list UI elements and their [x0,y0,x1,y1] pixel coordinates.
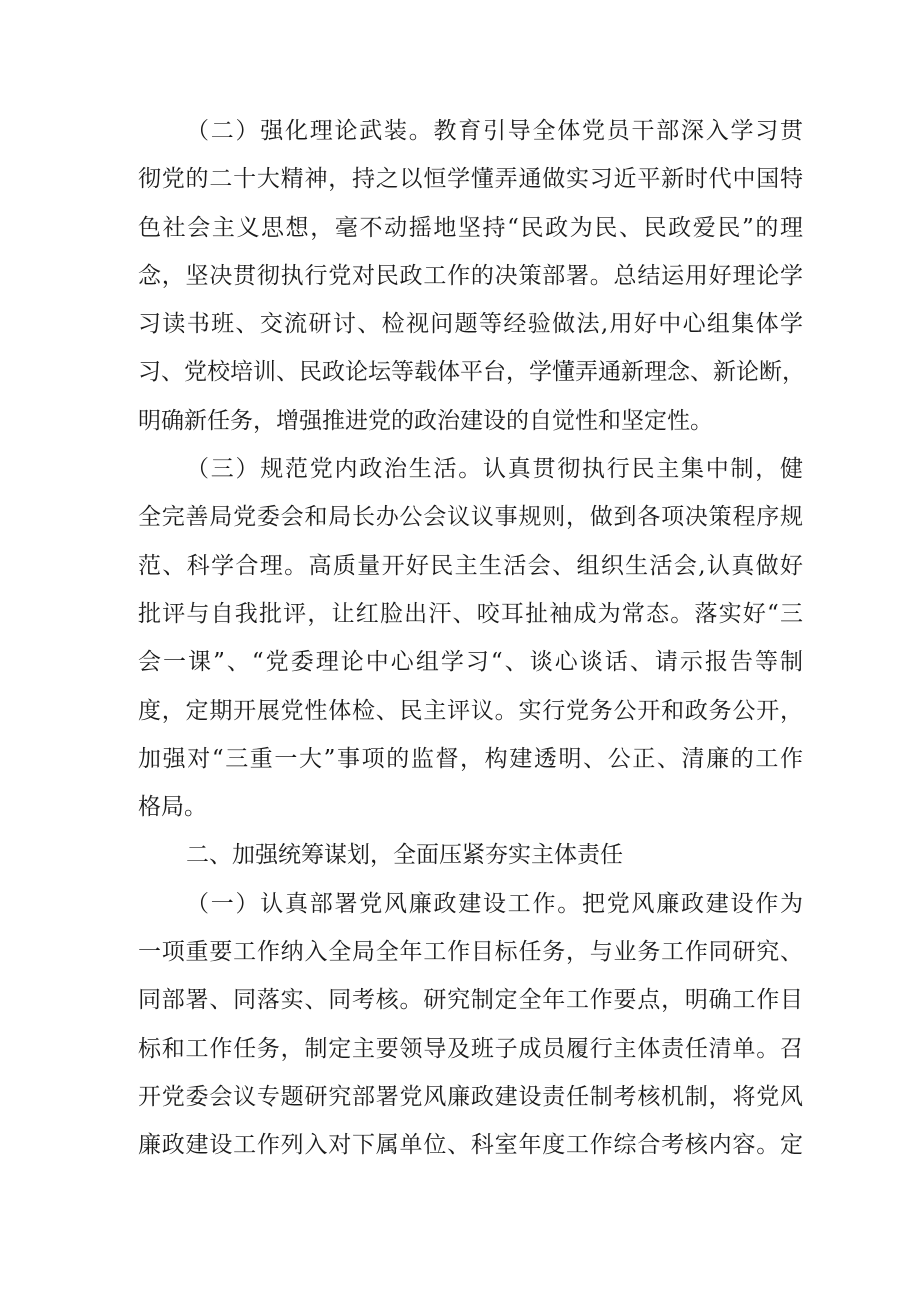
text-line: 全完善局党委会和局长办公会议议事规则，做到各项决策程序规 [138,504,803,531]
text-line: 习、党校培训、民政论坛等载体平台，学懂弄通新理念、新论断， [138,359,805,386]
text-line: 同部署、同落实、同考核。研究制定全年工作要点，明确工作目 [138,987,803,1014]
paragraph-strengthen-theory [138,107,803,445]
document-body [138,107,803,1170]
text-line: 念，坚决贯彻执行党对民政工作的决策部署。总结运用好理论学 [138,262,803,289]
text-line: 批评与自我批评，让红脸出汗、咬耳扯袖成为常态。落实好“三 [138,600,803,627]
text-line: 范、科学合理。高质量开好民主生活会、组织生活会,认真做好 [138,552,803,579]
text-line: （二）强化理论武装。教育引导全体党员干部深入学习贯 [186,118,803,144]
text-line: 格局。 [138,794,207,821]
text-line: （三）规范党内政治生活。认真贯彻执行民主集中制，健 [186,456,803,483]
text-line: 会一课”、“党委理论中心组学习“、谈心谈话、请示报告等制 [138,649,803,676]
text-line: 标和工作任务，制定主要领导及班子成员履行主体责任清单。召 [138,1035,803,1062]
text-line: 加强对“三重一大”事项的监督，构建透明、公正、清廉的工作 [138,745,803,772]
text-line: 廉政建设工作列入对下属单位、科室年度工作综合考核内容。定 [138,1132,803,1159]
text-line: 明确新任务，增强推进党的政治建设的自觉性和坚定性。 [138,407,713,434]
text-line: 一项重要工作纳入全局全年工作目标任务，与业务工作同研究、 [138,939,803,966]
section-heading: 二、加强统筹谋划，全面压紧夯实主体责任 [186,842,623,869]
text-line: 开党委会议专题研究部署党风廉政建设责任制考核机制，将党风 [138,1083,803,1110]
text-line: 彻党的二十大精神，持之以恒学懂弄通做实习近平新时代中国特 [138,166,803,193]
text-line: （一）认真部署党风廉政建设工作。把党风廉政建设作为 [186,890,803,917]
paragraph-regulate-political-life [138,445,803,831]
text-line: 习读书班、交流研讨、检视问题等经验做法,用好中心组集体学 [138,311,803,338]
text-line: 度，定期开展党性体检、民主评议。实行党务公开和政务公开， [138,697,803,724]
text-line: 色社会主义思想，毫不动摇地坚持“民政为民、民政爱民”的理 [138,214,803,241]
paragraph-deploy-integrity [138,880,803,1170]
